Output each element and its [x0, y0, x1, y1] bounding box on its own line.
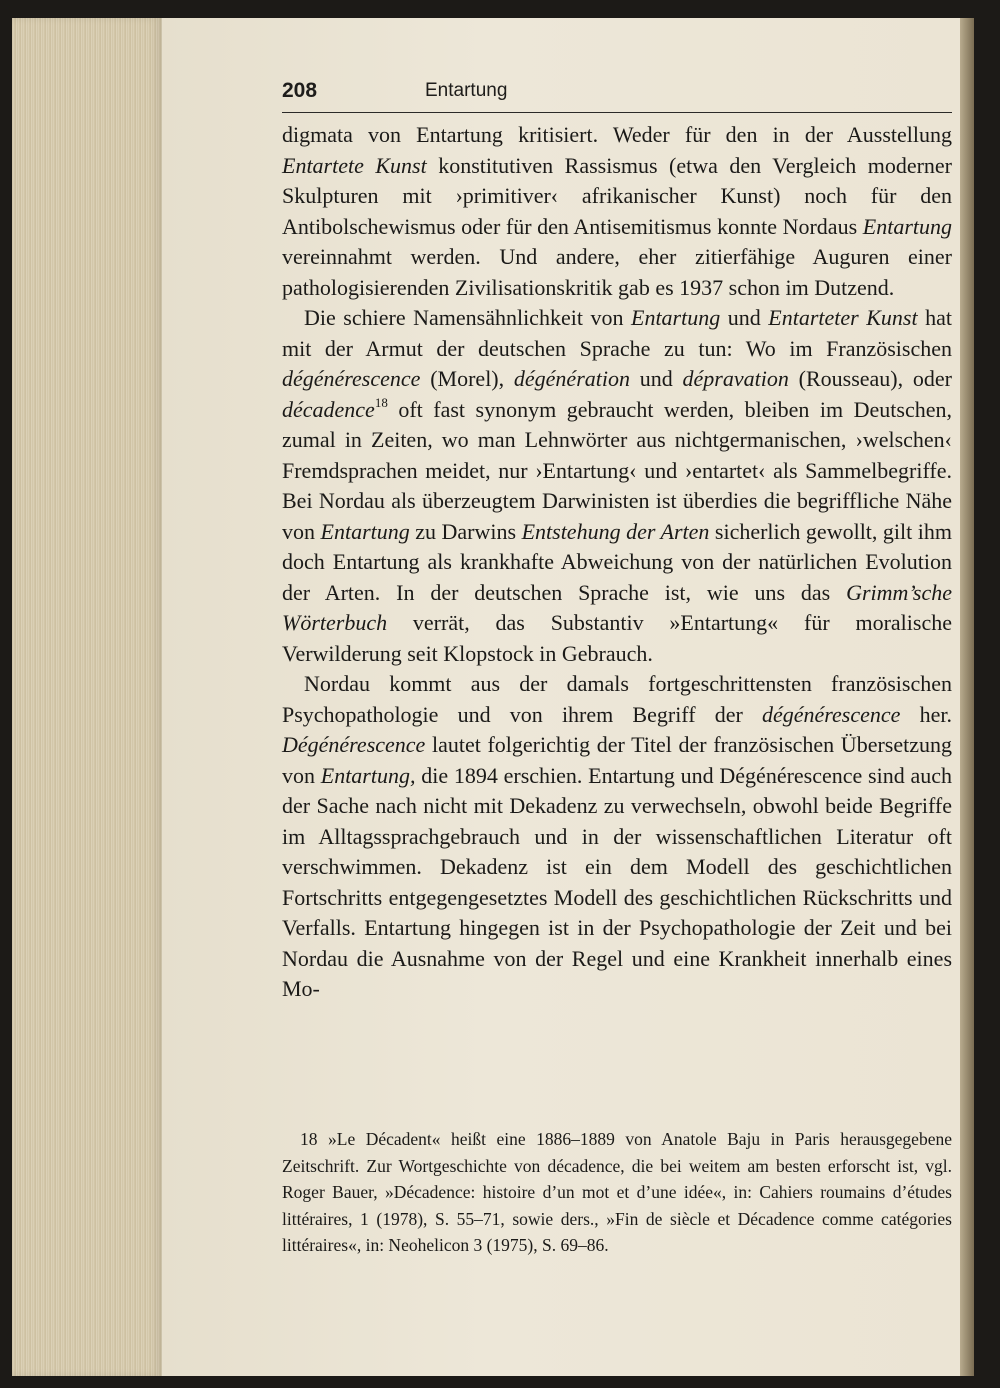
book-scan — [12, 18, 974, 1376]
text-run: Die schiere Namensähnlichkeit von — [304, 305, 631, 330]
text-run: hat mit der Armut der deutschen Sprache zu tun: Wo im Französischen — [282, 305, 952, 361]
italic-text: dégénérescence — [282, 366, 421, 391]
italic-text: Grimm’sche Wörterbuch — [282, 579, 952, 635]
page-header — [282, 78, 952, 113]
italic-text: décadence — [282, 396, 375, 422]
italic-text: dégénération — [513, 366, 630, 391]
paragraph — [282, 120, 952, 303]
italic-text: Entartung, — [320, 762, 416, 788]
text-run: vereinnahmt werden. Und andere, eher zitierfähige Auguren einer pathologisierenden Zivilisationskritik gab es 1937 schon im Dutzend. — [282, 244, 952, 300]
text-run: konstitutiven Rassismus (etwa den Vergleich moderner Skulpturen mit ›primitiver‹ afrikanischer Kunst) noch für den Antibolschewismus oder für den Antisemitismus konnte Nordaus — [282, 152, 952, 239]
footnote — [282, 1126, 952, 1259]
text-run: verrät, das Substantiv »Entartung« für moralische Verwilderung seit Klopstock in Gebrauch. — [282, 610, 952, 666]
text-run: lautet folgerichtig der Titel der französischen Übersetzung von — [282, 732, 952, 788]
italic-text: Entartung — [862, 213, 952, 239]
running-title: Entartung — [425, 80, 508, 101]
text-run: die 1894 erschien. Entartung und Dégénérescence sind auch der Sache nach nicht mit Dekadenz zu verwechseln, obwohl beide Begriffe im Alltagssprachgebrauch und in der wissenschaftlichen Literatur oft verschwimmen. Dekadenz ist ein dem Modell des geschichtlichen Fortschritts entgegengesetztes Modell des geschichtlichen Rückschritts und Verfalls. Entartung hingegen ist in der Psychopathologie der Zeit und bei Nordau die Ausnahme von der Regel und eine Krankheit innerhalb eines Mo- — [282, 762, 952, 1001]
book-page — [162, 18, 974, 1376]
italic-text: Entartete Kunst — [282, 152, 427, 178]
text-run: oft fast synonym gebraucht werden, bleiben im Deutschen, zumal in Zeiten, wo man Lehnwörter aus nichtgermanischen, ›welschen‹ Fremdsprachen meidet, nur ›Entartung‹ und ›entartet‹ als Sammelbegriffe. Bei Nordau als überzeugtem Darwinisten ist überdies die begriffliche Nähe von — [282, 396, 952, 544]
italic-text: Entstehung der Arten — [521, 518, 710, 544]
text-run: (Morel), — [420, 366, 514, 391]
page-edges — [12, 18, 162, 1376]
text-run: und — [720, 305, 769, 330]
italic-text: dépravation — [682, 366, 789, 391]
text-run: (Rousseau), oder — [788, 366, 952, 391]
paragraph — [282, 669, 952, 1005]
italic-text: Entartung — [320, 518, 410, 544]
page-number: 208 — [282, 79, 318, 102]
paragraph — [282, 303, 952, 669]
text-run: her. — [900, 701, 952, 727]
italic-text: Entarteter Kunst — [768, 305, 918, 330]
italic-text: Entartung — [631, 305, 721, 330]
text-run: 18 »Le Décadent« heißt eine 1886–1889 von Anatole Baju in Paris herausgegebene Zeitschrift. Zur Wortgeschichte von décadence, die bei weitem am besten erforscht ist, vgl. Roger Bauer, »Décadence: histoire d’un mot et d’une idée«, in: Cahiers roumains d’études littéraires, 1 (1978), S. 55–71, sowie ders., »Fin de siècle et Décadence comme catégories littéraires«, in: Neohelicon 3 (1975), S. 69–86. — [282, 1129, 952, 1255]
text-run: und — [630, 366, 683, 391]
text-run: zu Darwins — [409, 518, 522, 544]
footnote-ref: 18 — [374, 395, 388, 411]
next-page-edge — [960, 18, 974, 1376]
footnotes — [282, 1126, 952, 1259]
text-run: sicherlich gewollt, gilt ihm doch Entartung als krankhafte Abweichung von der natürlichen Evolution der Arten. In der deutschen Sprache ist, wie uns das — [282, 518, 952, 605]
body-text — [282, 120, 952, 1005]
italic-text: dégénérescence — [762, 701, 901, 727]
italic-text: Dégénérescence — [282, 732, 426, 757]
text-run: digmata von Entartung kritisiert. Weder für den in der Ausstellung — [282, 122, 952, 147]
text-run: Nordau kommt aus der damals fortgeschrittensten französischen Psychopathologie und von ihrem Begriff der — [282, 671, 952, 727]
